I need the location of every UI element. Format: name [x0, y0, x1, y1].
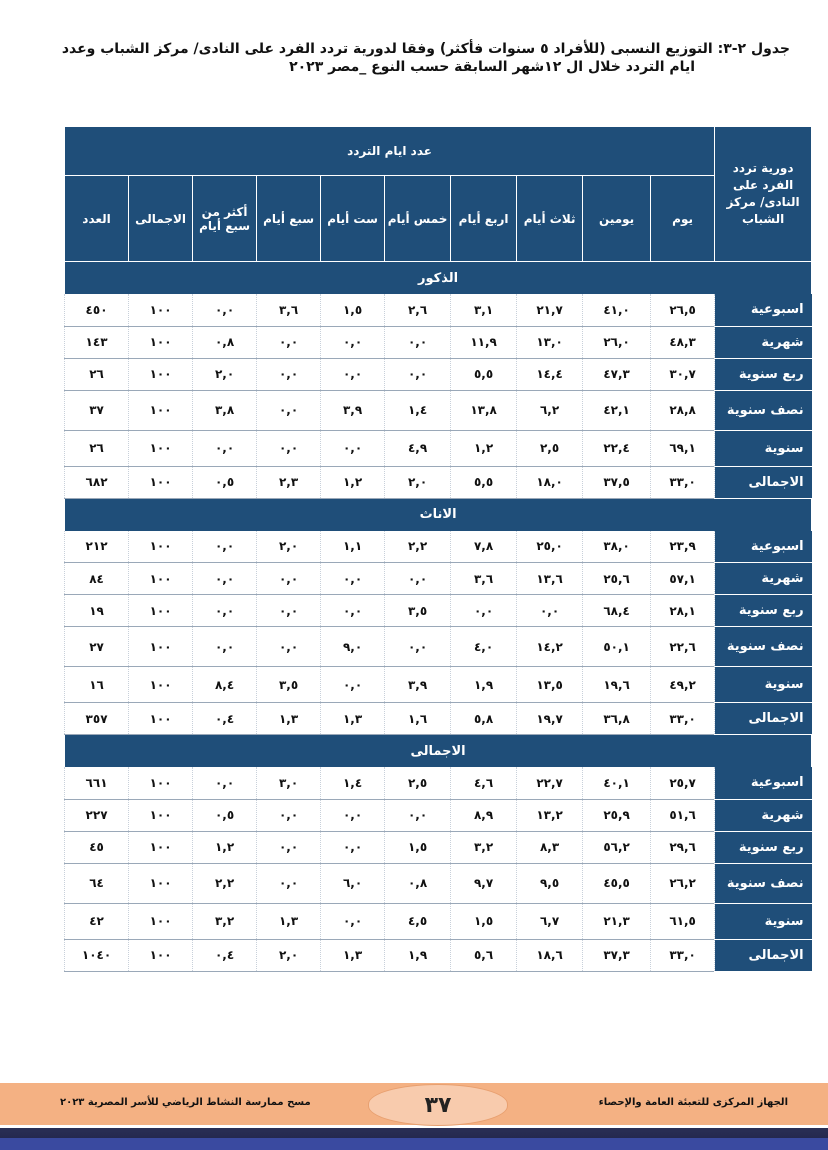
table-cell: ٣٨,٠	[583, 531, 651, 563]
table-cell: ٤٠,١	[583, 767, 651, 799]
table-cell: ٠,٤	[193, 939, 257, 971]
table-cell: ١٠٠	[129, 939, 193, 971]
table-cell: ٠,٠	[193, 430, 257, 466]
table-cell: ٣٣,٠	[651, 466, 715, 498]
table-cell: ٢,٢	[385, 531, 451, 563]
section-title: الاناث	[65, 498, 812, 531]
footer-agency-name: الجهاز المركزى للتعبئة العامة والإحصاء	[598, 1097, 788, 1108]
table-row	[65, 667, 812, 703]
table-cell: ٠,٠	[451, 595, 517, 627]
table-cell: ٢٦	[65, 430, 129, 466]
table-cell: ٢,٢	[193, 863, 257, 903]
column-header-row	[65, 176, 812, 262]
table-cell: ٢,٠	[385, 466, 451, 498]
table-cell: ٦٩,١	[651, 430, 715, 466]
table-cell: ١٠٠	[129, 595, 193, 627]
row-label: شهرية	[715, 563, 812, 595]
table-cell: ١٦	[65, 667, 129, 703]
column-header: اربع أيام	[451, 176, 517, 262]
row-label: شهرية	[715, 326, 812, 358]
table-cell: ٣٥٧	[65, 703, 129, 735]
section-title: الاجمالى	[65, 735, 812, 768]
section-header-row	[65, 262, 812, 295]
table-cell: ٢,٥	[517, 430, 583, 466]
table-cell: ٣٠,٧	[651, 358, 715, 390]
row-label: نصف سنوية	[715, 863, 812, 903]
table-cell: ١,٥	[385, 831, 451, 863]
table-cell: ٠,٠	[321, 430, 385, 466]
table-cell: ١,٣	[321, 939, 385, 971]
table-cell: ٢٦,٥	[651, 294, 715, 326]
table-cell: ١٠٠	[129, 831, 193, 863]
row-label: نصف سنوية	[715, 627, 812, 667]
row-label: ربع سنوية	[715, 831, 812, 863]
table-cell: ٠,٠	[257, 831, 321, 863]
table-cell: ٨,٤	[193, 667, 257, 703]
row-label: ربع سنوية	[715, 595, 812, 627]
table-row	[65, 466, 812, 498]
table-cell: ٢,٠	[257, 939, 321, 971]
title-line-1: جدول ٢-٣: التوزيع النسبى (للأفراد ٥ سنوات فأكثر) وفقا لدورية تردد الفرد على النادى/ مركز الشباب وعدد	[61, 41, 790, 57]
table-cell: ١٤٣	[65, 326, 129, 358]
table-cell: ٣,٥	[385, 595, 451, 627]
table-cell: ٩,٠	[321, 627, 385, 667]
column-header: يومين	[583, 176, 651, 262]
table-cell: ٠,٠	[257, 595, 321, 627]
table-cell: ٥,٨	[451, 703, 517, 735]
table-cell: ٠,٠	[321, 799, 385, 831]
table-cell: ١٩	[65, 595, 129, 627]
table-cell: ٨٤	[65, 563, 129, 595]
row-label: اسبوعية	[715, 767, 812, 799]
table-cell: ٠,٠	[257, 430, 321, 466]
table-cell: ١,٢	[451, 430, 517, 466]
table-cell: ٠,٠	[385, 358, 451, 390]
table-body	[65, 262, 812, 972]
table-cell: ٢١٢	[65, 531, 129, 563]
table-cell: ٠,٠	[257, 863, 321, 903]
table-cell: ٢,٠	[257, 531, 321, 563]
table-cell: ٤,٥	[385, 903, 451, 939]
table-cell: ٠,٠	[321, 326, 385, 358]
table-cell: ١٠٠	[129, 531, 193, 563]
table-cell: ١,٦	[385, 703, 451, 735]
table-cell: ٢٦,٠	[583, 326, 651, 358]
title-line-2: ايام التردد خلال ال ١٢شهر السابقة حسب النوع _مصر ٢٠٢٣	[289, 59, 695, 75]
table-cell: ٤٥	[65, 831, 129, 863]
table-cell: ٢١,٣	[583, 903, 651, 939]
table-cell: ٠,٠	[321, 831, 385, 863]
table-cell: ٦٤	[65, 863, 129, 903]
table-cell: ٣,٦	[451, 563, 517, 595]
table-cell: ١٠٠	[129, 667, 193, 703]
table-row	[65, 390, 812, 430]
table-cell: ١٤,٤	[517, 358, 583, 390]
table-row	[65, 903, 812, 939]
table-cell: ٦٦١	[65, 767, 129, 799]
table-title	[60, 40, 790, 76]
table-cell: ٠,٠	[321, 903, 385, 939]
table-cell: ١٠٤٠	[65, 939, 129, 971]
table-cell: ٠,٠	[321, 358, 385, 390]
column-header: العدد	[65, 176, 129, 262]
table-cell: ٨,٩	[451, 799, 517, 831]
table-cell: ٢٢,٦	[651, 627, 715, 667]
table-cell: ٣٧,٥	[583, 466, 651, 498]
row-header: دورية تردد الفرد على النادى/ مركز الشباب	[715, 127, 812, 262]
footer-survey-name: مسح ممارسة النشاط الرياضي للأسر المصرية ٢٠٢٣	[60, 1097, 311, 1108]
table-cell: ١٣,٠	[517, 326, 583, 358]
table-cell: ٤٧,٣	[583, 358, 651, 390]
table-cell: ٤٢,١	[583, 390, 651, 430]
table-cell: ١٠٠	[129, 703, 193, 735]
bottom-stripe	[0, 1138, 828, 1150]
table-cell: ٥,٦	[451, 939, 517, 971]
table-cell: ٠,٠	[385, 563, 451, 595]
table-cell: ٢٨,٨	[651, 390, 715, 430]
table-cell: ٦,٧	[517, 903, 583, 939]
table-cell: ١,٢	[193, 831, 257, 863]
table-cell: ٢٧	[65, 627, 129, 667]
table-cell: ٥١,٦	[651, 799, 715, 831]
table-cell: ١٠٠	[129, 390, 193, 430]
table-cell: ٣,٥	[257, 667, 321, 703]
table-cell: ١,٣	[321, 703, 385, 735]
group-header: عدد ايام التردد	[65, 127, 715, 176]
table-cell: ١٨,٦	[517, 939, 583, 971]
table-cell: ١٩,٦	[583, 667, 651, 703]
table-cell: ٢٦,٢	[651, 863, 715, 903]
table-row	[65, 863, 812, 903]
table-row	[65, 703, 812, 735]
table-row	[65, 831, 812, 863]
table-cell: ٢١,٧	[517, 294, 583, 326]
row-label: الاجمالى	[715, 703, 812, 735]
column-header: أكثر من سبع أيام	[193, 176, 257, 262]
table-cell: ١٠٠	[129, 627, 193, 667]
table-cell: ٣٣,٠	[651, 703, 715, 735]
table-cell: ٣,٦	[257, 294, 321, 326]
table-cell: ٠,٠	[257, 563, 321, 595]
table-cell: ١٠٠	[129, 430, 193, 466]
table-cell: ١٠٠	[129, 466, 193, 498]
column-header: يوم	[651, 176, 715, 262]
table-cell: ٠,٤	[193, 703, 257, 735]
table-cell: ٤٥,٥	[583, 863, 651, 903]
table-cell: ١٠٠	[129, 358, 193, 390]
data-table	[64, 126, 812, 972]
table-cell: ٤٢	[65, 903, 129, 939]
table-cell: ٠,٠	[517, 595, 583, 627]
table-row	[65, 294, 812, 326]
table-cell: ٣,٢	[193, 903, 257, 939]
table-cell: ٥٦,٢	[583, 831, 651, 863]
table-cell: ٤٨,٣	[651, 326, 715, 358]
table-cell: ٧,٨	[451, 531, 517, 563]
table-cell: ١,٩	[385, 939, 451, 971]
table-cell: ٣,٠	[257, 767, 321, 799]
table-row	[65, 326, 812, 358]
table-cell: ٢٢٧	[65, 799, 129, 831]
table-cell: ٠,٠	[193, 563, 257, 595]
table-cell: ٥,٥	[451, 466, 517, 498]
table-cell: ٠,٠	[257, 358, 321, 390]
table-cell: ١,٤	[321, 767, 385, 799]
table-cell: ١,٤	[385, 390, 451, 430]
table-cell: ٠,٠	[257, 326, 321, 358]
table-cell: ٢٢,٤	[583, 430, 651, 466]
table-row	[65, 430, 812, 466]
section-title: الذكور	[65, 262, 812, 295]
table-cell: ٠,٥	[193, 466, 257, 498]
table-cell: ٠,٠	[193, 595, 257, 627]
table-cell: ٩,٧	[451, 863, 517, 903]
table-cell: ٢٥,٠	[517, 531, 583, 563]
table-row	[65, 563, 812, 595]
section-header-row	[65, 735, 812, 768]
table-cell: ٥٠,١	[583, 627, 651, 667]
table-cell: ٤,٦	[451, 767, 517, 799]
table-cell: ١,٩	[451, 667, 517, 703]
table-cell: ٠,٠	[193, 531, 257, 563]
row-label: نصف سنوية	[715, 390, 812, 430]
table-cell: ٣,٨	[193, 390, 257, 430]
table-cell: ١,٣	[257, 903, 321, 939]
table-cell: ٦,٢	[517, 390, 583, 430]
table-row	[65, 358, 812, 390]
table-cell: ١٠٠	[129, 863, 193, 903]
table-cell: ٠,٥	[193, 799, 257, 831]
table-cell: ٠,٠	[385, 627, 451, 667]
table-cell: ٨,٣	[517, 831, 583, 863]
table-row	[65, 531, 812, 563]
table-cell: ٥,٥	[451, 358, 517, 390]
table-cell: ١٠٠	[129, 767, 193, 799]
column-header: الاجمالى	[129, 176, 193, 262]
table-cell: ٠,٠	[193, 627, 257, 667]
table-cell: ٢,٣	[257, 466, 321, 498]
table-cell: ٠,٨	[385, 863, 451, 903]
table-cell: ١٨,٠	[517, 466, 583, 498]
data-table-container	[64, 126, 804, 972]
table-row	[65, 595, 812, 627]
row-label: سنوية	[715, 667, 812, 703]
page-number: ٣٧	[368, 1084, 508, 1126]
table-cell: ١٠٠	[129, 903, 193, 939]
table-cell: ١٣,٨	[451, 390, 517, 430]
table-cell: ١٩,٧	[517, 703, 583, 735]
table-cell: ٠,٠	[385, 326, 451, 358]
table-cell: ١٣,٥	[517, 667, 583, 703]
table-cell: ٢٥,٩	[583, 799, 651, 831]
table-cell: ٢٢,٧	[517, 767, 583, 799]
table-cell: ٣٣,٠	[651, 939, 715, 971]
table-cell: ٢٣,٩	[651, 531, 715, 563]
table-cell: ٢,٠	[193, 358, 257, 390]
table-cell: ٥٧,١	[651, 563, 715, 595]
table-cell: ٣,٩	[385, 667, 451, 703]
table-cell: ١,٣	[257, 703, 321, 735]
table-cell: ٦١,٥	[651, 903, 715, 939]
column-header: خمس أيام	[385, 176, 451, 262]
table-cell: ١٠٠	[129, 294, 193, 326]
bottom-bar	[0, 1128, 828, 1150]
table-cell: ٠,٠	[257, 390, 321, 430]
table-cell: ٢,٥	[385, 767, 451, 799]
table-cell: ٦٨٢	[65, 466, 129, 498]
table-cell: ١٠٠	[129, 563, 193, 595]
table-cell: ٠,٠	[193, 294, 257, 326]
row-label: سنوية	[715, 430, 812, 466]
row-label: شهرية	[715, 799, 812, 831]
table-cell: ٣٧,٣	[583, 939, 651, 971]
table-cell: ٢,٦	[385, 294, 451, 326]
table-cell: ٠,٠	[193, 767, 257, 799]
table-cell: ٠,٠	[385, 799, 451, 831]
table-cell: ٦,٠	[321, 863, 385, 903]
table-cell: ٠,٠	[257, 799, 321, 831]
table-cell: ١١,٩	[451, 326, 517, 358]
table-row	[65, 799, 812, 831]
table-cell: ١٠٠	[129, 326, 193, 358]
section-header-row	[65, 498, 812, 531]
table-cell: ٠,٠	[321, 563, 385, 595]
table-cell: ٢٥,٧	[651, 767, 715, 799]
table-cell: ٢٦	[65, 358, 129, 390]
table-cell: ١,٥	[451, 903, 517, 939]
table-row	[65, 939, 812, 971]
column-header: ست أيام	[321, 176, 385, 262]
row-label: الاجمالى	[715, 466, 812, 498]
table-cell: ٠,٠	[321, 667, 385, 703]
table-cell: ٤,٩	[385, 430, 451, 466]
table-cell: ١,٢	[321, 466, 385, 498]
table-cell: ٩,٥	[517, 863, 583, 903]
table-row	[65, 767, 812, 799]
column-header: سبع أيام	[257, 176, 321, 262]
table-cell: ٠,٠	[257, 627, 321, 667]
table-cell: ١٣,٦	[517, 563, 583, 595]
table-cell: ٤,٠	[451, 627, 517, 667]
table-cell: ٤٩,٢	[651, 667, 715, 703]
row-label: اسبوعية	[715, 294, 812, 326]
table-cell: ٣٦,٨	[583, 703, 651, 735]
table-cell: ٣,٢	[451, 831, 517, 863]
table-cell: ١,٥	[321, 294, 385, 326]
column-header: ثلاث أيام	[517, 176, 583, 262]
table-cell: ٢٥,٦	[583, 563, 651, 595]
table-cell: ٠,٨	[193, 326, 257, 358]
table-cell: ٣,٩	[321, 390, 385, 430]
row-label: الاجمالى	[715, 939, 812, 971]
table-cell: ١٠٠	[129, 799, 193, 831]
table-cell: ٠,٠	[321, 595, 385, 627]
table-cell: ٢٨,١	[651, 595, 715, 627]
table-cell: ٤١,٠	[583, 294, 651, 326]
table-cell: ٣٧	[65, 390, 129, 430]
table-cell: ٤٥٠	[65, 294, 129, 326]
row-label: اسبوعية	[715, 531, 812, 563]
table-cell: ١٤,٢	[517, 627, 583, 667]
table-row	[65, 627, 812, 667]
table-cell: ٢٩,٦	[651, 831, 715, 863]
table-cell: ٦٨,٤	[583, 595, 651, 627]
row-label: سنوية	[715, 903, 812, 939]
row-label: ربع سنوية	[715, 358, 812, 390]
table-cell: ١٣,٢	[517, 799, 583, 831]
table-cell: ١,١	[321, 531, 385, 563]
table-cell: ٣,١	[451, 294, 517, 326]
